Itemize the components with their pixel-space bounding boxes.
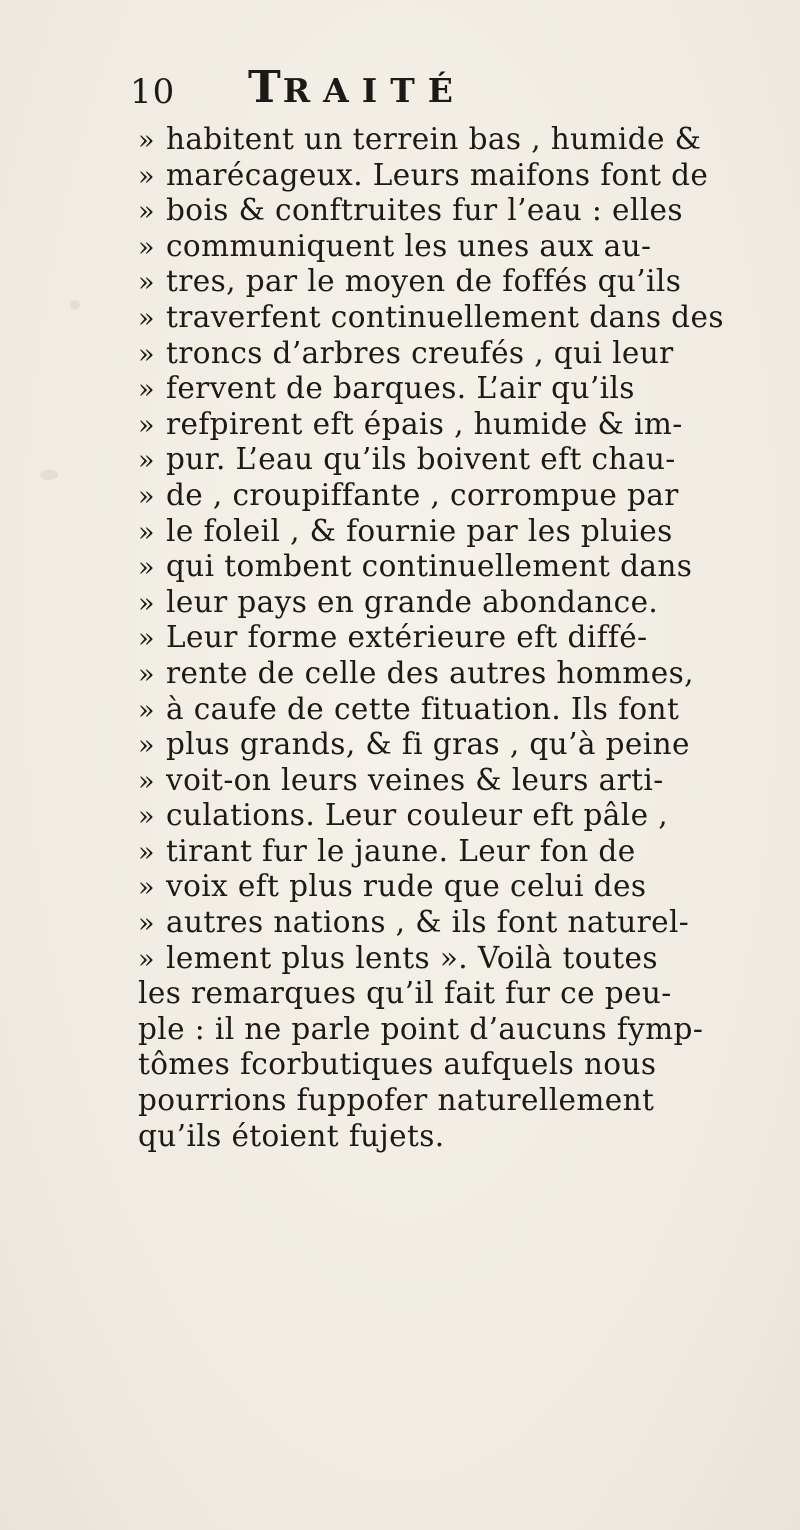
quote-mark: » xyxy=(138,160,155,192)
quote-mark: » xyxy=(138,480,155,512)
line-text: pourrions fuppofer naturellement xyxy=(138,1083,655,1118)
text-line xyxy=(138,407,788,443)
line-text: tômes fcorbutiques aufquels nous xyxy=(138,1047,657,1082)
text-line xyxy=(138,976,788,1012)
text-line xyxy=(138,869,788,905)
line-text: autres nations , & ils font naturel- xyxy=(166,905,690,940)
quote-mark: » xyxy=(138,374,155,406)
quote-mark: » xyxy=(138,338,155,370)
running-title-rest: RAITÉ xyxy=(282,71,466,110)
text-line xyxy=(138,336,788,372)
line-text: leur pays en grande abondance. xyxy=(166,584,659,619)
text-line xyxy=(138,763,788,799)
line-text: rente de celle des autres hommes, xyxy=(166,655,694,690)
line-text: tirant fur le jaune. Leur fon de xyxy=(166,833,636,868)
quote-mark: » xyxy=(138,552,155,584)
quote-mark: » xyxy=(138,658,155,690)
line-text: habitent un terrein bas , humide & xyxy=(166,122,702,156)
text-line xyxy=(138,442,788,478)
quote-mark: » xyxy=(138,908,155,940)
quote-mark: » xyxy=(138,516,155,548)
page-number: 10 xyxy=(130,72,176,112)
paper-stain xyxy=(70,300,80,310)
line-text: voix eft plus rude que celui des xyxy=(166,869,647,904)
quote-mark: » xyxy=(138,623,155,655)
quote-mark: » xyxy=(138,943,155,975)
quote-mark: » xyxy=(138,231,155,263)
quote-mark: » xyxy=(138,125,155,156)
line-text: de , croupiffante , corrompue par xyxy=(166,477,679,512)
text-line xyxy=(138,585,788,621)
text-line xyxy=(138,727,788,763)
quote-mark: » xyxy=(138,730,155,762)
line-text: marécageux. Leurs maifons font de xyxy=(166,157,709,192)
line-text: communiquent les unes aux au- xyxy=(166,228,652,263)
quote-mark: » xyxy=(138,267,155,299)
line-text: lement plus lents ». Voilà toutes xyxy=(166,940,658,975)
text-line xyxy=(138,1083,788,1119)
text-line xyxy=(138,620,788,656)
text-line xyxy=(138,371,788,407)
paper-stain xyxy=(40,470,58,480)
text-line xyxy=(138,941,788,977)
text-line xyxy=(138,1012,788,1048)
line-text: pur. L’eau qu’ils boivent eft chau- xyxy=(166,442,676,477)
line-text: voit-on leurs veines & leurs arti- xyxy=(166,762,664,797)
line-text: refpirent eft épais , humide & im- xyxy=(166,406,683,441)
text-line xyxy=(138,514,788,550)
quote-mark: » xyxy=(138,196,155,228)
line-text: Leur forme extérieure eft diffé- xyxy=(166,620,648,655)
quote-mark: » xyxy=(138,302,155,334)
line-text: traverfent continuellement dans des xyxy=(166,299,724,334)
line-text: qu’ils étoient fujets. xyxy=(138,1118,445,1153)
text-line xyxy=(138,905,788,941)
text-line xyxy=(138,692,788,728)
quote-mark: » xyxy=(138,801,155,833)
quote-mark: » xyxy=(138,409,155,441)
text-line xyxy=(138,834,788,870)
body-text xyxy=(138,122,788,1154)
running-title-initial: T xyxy=(248,62,283,113)
line-text: le foleil , & fournie par les pluies xyxy=(166,513,673,548)
text-line xyxy=(138,229,788,265)
quote-mark: » xyxy=(138,765,155,797)
text-line xyxy=(138,158,788,194)
quote-mark: » xyxy=(138,836,155,868)
text-line xyxy=(138,549,788,585)
line-text: les remarques qu’il fait fur ce peu- xyxy=(138,976,672,1011)
text-line xyxy=(138,300,788,336)
line-text: troncs d’arbres creufés , qui leur xyxy=(166,335,674,370)
quote-mark: » xyxy=(138,872,155,904)
quote-mark: » xyxy=(138,445,155,477)
quote-mark: » xyxy=(138,694,155,726)
line-text: plus grands, & fi gras , qu’à peine xyxy=(166,727,690,762)
text-line xyxy=(138,122,788,158)
text-line xyxy=(138,264,788,300)
running-title xyxy=(248,62,466,113)
text-line xyxy=(138,193,788,229)
line-text: tres, par le moyen de foffés qu’ils xyxy=(166,264,682,299)
running-head xyxy=(130,62,660,112)
line-text: bois & conftruites fur l’eau : elles xyxy=(166,193,683,228)
quote-mark: » xyxy=(138,587,155,619)
text-line xyxy=(138,1047,788,1083)
line-text: culations. Leur couleur eft pâle , xyxy=(166,798,668,833)
line-text: qui tombent continuellement dans xyxy=(166,549,693,584)
text-line xyxy=(138,1119,788,1155)
text-line xyxy=(138,478,788,514)
line-text: fervent de barques. L’air qu’ils xyxy=(166,371,635,406)
text-line xyxy=(138,798,788,834)
line-text: à caufe de cette fituation. Ils font xyxy=(166,691,680,726)
line-text: ple : il ne parle point d’aucuns fymp- xyxy=(138,1011,704,1046)
text-line xyxy=(138,656,788,692)
